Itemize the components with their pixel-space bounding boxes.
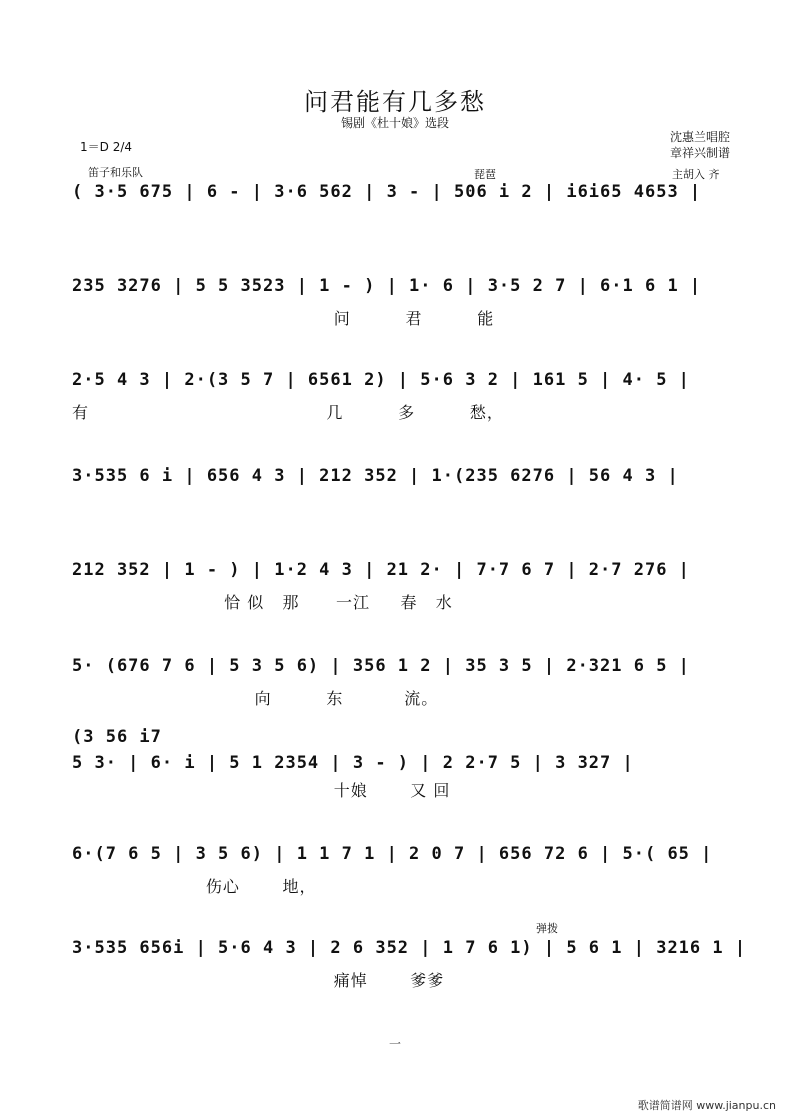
score-row-1 xyxy=(72,182,732,212)
notes-line: 235 3276 | 5 5 3523 | 1 - ) | 1· 6 | 3·5 2 7 | 6·1 6 1 | xyxy=(72,276,702,296)
lyrics-line: 痛悼 爹爹 xyxy=(72,971,445,990)
lyrics-line: 十娘 又 回 xyxy=(72,781,451,800)
notes-line: 3·535 6 i | 656 4 3 | 212 352 | 1·(235 6276 | 56 4 3 | xyxy=(72,466,679,486)
notes-line: 212 352 | 1 - ) | 1·2 4 3 | 21 2· | 7·7 6 7 | 2·7 276 | xyxy=(72,560,690,580)
key-signature: 1＝D 2/4 xyxy=(80,140,133,154)
lyrics-line: 向 东 流。 xyxy=(72,689,439,708)
notes-line: 5· (676 7 6 | 5 3 5 6) | 356 1 2 | 35 3 5 | 2·321 6 5 | xyxy=(72,656,690,676)
score-row-2 xyxy=(72,276,732,328)
site-watermark: 歌谱简谱网 www.jianpu.cn xyxy=(637,1099,776,1112)
tanbo-annotation: 弹拨 xyxy=(536,922,558,935)
page-title: 问君能有几多愁 xyxy=(304,88,486,116)
score-row-8 xyxy=(72,844,732,896)
singer-credit: 沈惠兰唱腔 xyxy=(669,130,730,144)
lyrics-line: 伤心 地， xyxy=(72,877,317,896)
notes-line: 2·5 4 3 | 2·(3 5 7 | 6561 2) | 5·6 3 2 | 161 5 | 4· 5 | xyxy=(72,370,690,390)
notes-line: 3·535 656i | 5·6 4 3 | 2 6 352 | 1 7 6 1) | 5 6 1 | 3216 1 | xyxy=(72,938,747,958)
notes-line: ( 3·5 675 | 6 - | 3·6 562 | 3 - | 506 i 2 | i6i65 4653 | xyxy=(72,182,702,202)
erhu-annotation: 主胡入 齐 xyxy=(672,168,720,181)
page-subtitle: 锡剧《杜十娘》选段 xyxy=(340,116,449,130)
lyrics-line: 恰 似 那 一江 春 水 xyxy=(72,593,453,612)
score-row-9 xyxy=(72,938,747,990)
dizi-annotation: 笛子和乐队 xyxy=(88,166,143,179)
score-row-6 xyxy=(72,656,732,708)
lyrics-line: 问 君 能 xyxy=(72,309,495,328)
notation-credit: 章祥兴制谱 xyxy=(669,146,730,160)
score-row-5 xyxy=(72,560,732,612)
pipa-annotation: 琵琶 xyxy=(474,168,496,181)
score-row-7 xyxy=(72,724,732,800)
page-mark: 一 xyxy=(388,1037,401,1051)
score-row-3 xyxy=(72,370,732,422)
notes-line: (3 56 i7 5 3· | 6· i | 5 1 2354 | 3 - ) | 2 2·7 5 | 3 327 | xyxy=(72,727,634,773)
lyrics-line: 有 几 多 愁， xyxy=(72,403,504,422)
score-row-4 xyxy=(72,466,732,496)
notes-line: 6·(7 6 5 | 3 5 6) | 1 1 7 1 | 2 0 7 | 656 72 6 | 5·( 65 | xyxy=(72,844,713,864)
